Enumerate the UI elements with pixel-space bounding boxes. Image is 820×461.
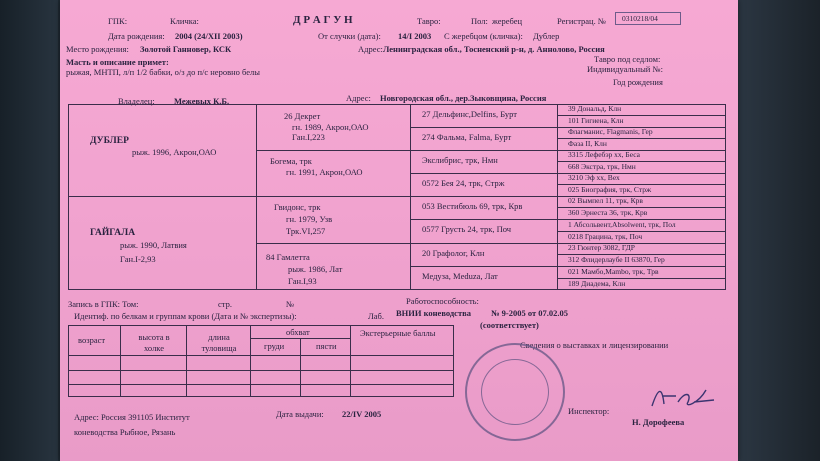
birth-value: 2004 (24/XII 2003) (175, 31, 243, 41)
ds-name: Гвидонс, трк (274, 202, 321, 212)
performance-label: Работоспособность: (406, 296, 479, 306)
footer-address-2: коневодства Рыбное, Рязань (74, 427, 176, 437)
g3-2: 274 Фальма, Falma, Бурт (422, 132, 512, 142)
col-height: высота в холке (138, 332, 170, 353)
lab-name: ВНИИ коневодства (396, 308, 471, 318)
lab-label: Лаб. (368, 311, 384, 321)
lab-number: № 9-2005 от 07.02.05 (491, 308, 569, 318)
address-value: Ленинградская обл., Тосненский р-н, д. Аннолово, Россия (383, 44, 605, 54)
address-label: Адрес: (358, 44, 383, 54)
page-label: стр. (218, 299, 232, 309)
markings-value: рыжая, МНТП, л/п 1/2 бабки, о/з до п/с неровно белы (66, 67, 260, 77)
dd-info-1: рыж. 1986, Лат (288, 264, 343, 274)
owner-name: Межевых К.Б. (174, 96, 230, 106)
g4-9: 02 Вымпел 11, трк, Крв (568, 196, 643, 205)
g4-12: 0218 Грацина, трк, Поч (568, 232, 643, 241)
g4-15: 021 Мамбо,Mambo, трк, Трв (568, 267, 659, 276)
dam-info-1: рыж. 1990, Латвия (120, 240, 187, 250)
g3-1: 27 Дельфинс,Delfins, Бурт (422, 109, 517, 119)
ss-info-1: гн. 1989, Акрон,ОАО (292, 122, 369, 132)
markings-label: Масть и описание примет: (66, 57, 169, 67)
footer-address: Адрес: Россия 391105 Институт (74, 412, 190, 422)
dam-info-2: Ган.I-2,93 (120, 254, 156, 264)
official-stamp (465, 343, 565, 441)
g3-7: 20 Графолог, Клн (422, 248, 485, 258)
sire-info: рыж. 1996, Акрон,ОАО (132, 147, 217, 157)
col-girth: обхват (286, 327, 310, 337)
horse-name: Д Р А Г У Н (293, 14, 353, 26)
g4-13: 23 Гюнтер 3082, ГДР (568, 243, 635, 252)
birth-label: Дата рождения: (108, 31, 165, 41)
g3-8: Медуза, Meduza, Лат (422, 271, 498, 281)
ident-label: Идентиф. по белкам и группам крови (Дата и № экспертизы): (74, 311, 297, 321)
col-exterior: Экстерьерные баллы (360, 328, 436, 338)
g4-14: 312 Флидерлаубе II 63870, Гер (568, 255, 665, 264)
g4-1: 39 Дональд, Клн (568, 104, 622, 113)
dd-info-2: Ган.I,93 (288, 276, 317, 286)
sd-info-1: гн. 1991, Акрон,ОАО (286, 167, 363, 177)
g4-16: 189 Диадема, Клн (568, 279, 626, 288)
g3-3: Экслибрис, трк, Нмн (422, 155, 498, 165)
background-left (0, 0, 58, 461)
col-age: возраст (78, 335, 106, 345)
ds-info-2: Трк.VI,257 (286, 226, 326, 236)
ss-info-2: Ган.I,223 (292, 132, 325, 142)
inspector-name: Н. Дорофеева (632, 417, 685, 427)
reg-label: Регистрац. № (557, 16, 606, 26)
gpk-label: ГПК: (108, 16, 128, 26)
lab-status: (соответствует) (480, 320, 539, 330)
owner-address-label: Адрес: (346, 93, 371, 103)
ds-info-1: гн. 1979, Узв (286, 214, 333, 224)
signature (648, 384, 718, 412)
sire-name: ДУБЛЕР (90, 136, 129, 146)
g4-4: Фаза II, Клн (568, 139, 607, 148)
sex-label: Пол: (471, 16, 488, 26)
pedigree-certificate (60, 0, 738, 461)
mating-value: 14/I 2003 (398, 31, 432, 41)
owner-address: Новгородская обл., дер.Зыковщина, Россия (380, 93, 547, 103)
g4-2: 101 Гигиена, Клн (568, 116, 624, 125)
birthplace-label: Место рождения: (66, 44, 129, 54)
g4-11: 1 Абсольвент,Absolwent, трк, Пол (568, 220, 676, 229)
g4-7: 3210 Эф хх, Вех (568, 173, 620, 182)
g3-5: 053 Вестибюль 69, трк, Крв (422, 201, 523, 211)
twin-value: Дублер (533, 31, 560, 41)
owner-label: Владелец: (118, 96, 155, 106)
g4-3: Флагманис, Flagmanis, Гер (568, 127, 653, 136)
twin-label: С жеребцом (кличка): (444, 31, 523, 41)
sd-name: Богема, трк (270, 156, 312, 166)
brand-label: Тавро: (417, 16, 441, 26)
year-label: Год рождения (613, 77, 663, 87)
ss-name: 26 Декрет (284, 111, 321, 121)
reg-number: 0310218/04 (622, 14, 658, 23)
g4-8: 025 Биография, трк, Стрж (568, 185, 652, 194)
dd-name: 84 Гамлетта (266, 252, 310, 262)
inspector-label: Инспектор: (568, 406, 610, 416)
g4-10: 360 Эрнеста 36, трк, Крв (568, 208, 648, 217)
issue-date: 22/IV 2005 (342, 409, 382, 419)
birthplace-value: Золотой Ганновер, КСК (140, 44, 232, 54)
individual-label: Индивидуальный №: (587, 64, 663, 74)
mating-label: От случки (дата): (318, 31, 381, 41)
g3-6: 0577 Грусть 24, трк, Поч (422, 224, 512, 234)
col-chest: груди (264, 341, 285, 351)
gpk-record-label: Запись в ГПК: Том: (68, 299, 139, 309)
issue-label: Дата выдачи: (276, 409, 324, 419)
col-length: длина туловища (201, 332, 237, 353)
g4-5: 3315 Лефебэр хх, Беса (568, 150, 641, 159)
number-label: № (286, 299, 295, 309)
shows-label: Сведения о выставках и лицензировании (520, 340, 669, 350)
nick-label: Кличка: (170, 16, 199, 26)
sex-value: жеребец (492, 16, 523, 26)
dam-name: ГАЙГАЛА (90, 228, 136, 238)
col-cannon: пясти (316, 341, 337, 351)
g4-6: 668 Экстра, трк, Нмн (568, 162, 636, 171)
brand-title: Тавро под седлом: (594, 54, 661, 64)
g3-4: 0572 Бея 24, трк, Стрж (422, 178, 505, 188)
